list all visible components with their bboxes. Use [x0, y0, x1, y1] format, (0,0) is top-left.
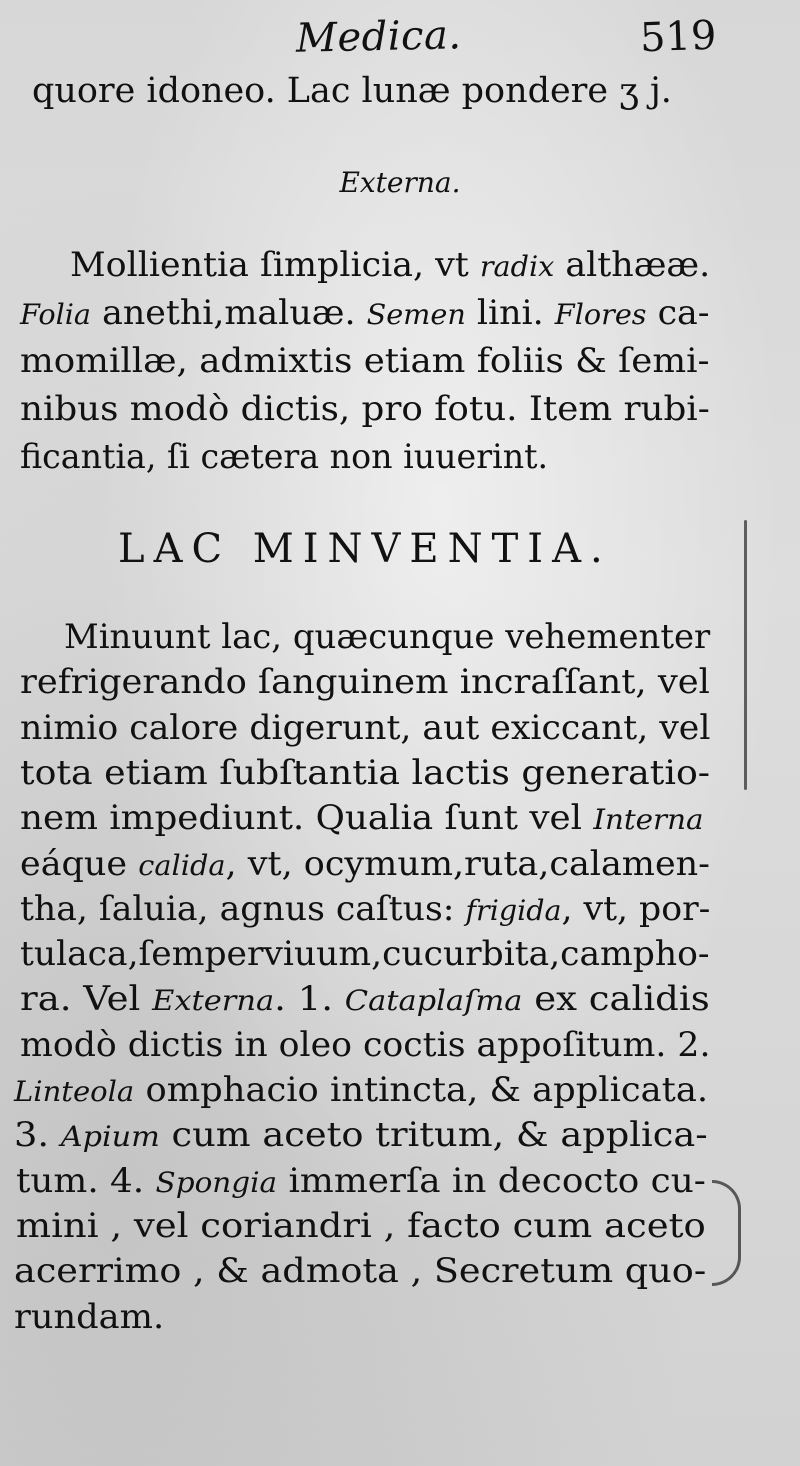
text-run: tha, ſaluia, agnus caſtus: — [20, 888, 466, 929]
italic-word: calida — [138, 848, 226, 882]
margin-stroke — [744, 520, 747, 790]
text-line — [20, 662, 710, 703]
text-run: refrigerando ſanguinem incraſſant, vel — [20, 662, 710, 703]
margin-bracket — [712, 1180, 741, 1286]
text-run: , vt, por- — [561, 888, 711, 929]
text-line — [20, 888, 711, 929]
text-run: immerſa in decocto cu- — [277, 1160, 706, 1201]
text-run: nem impediunt. Qualia ſunt vel — [20, 798, 594, 839]
section-title: LAC MINVENTIA. — [118, 526, 612, 572]
text-run: ficantia, ſi cætera non iuuerint. — [20, 437, 549, 477]
text-line — [14, 1115, 708, 1156]
italic-word: Interna — [593, 803, 704, 837]
text-line — [20, 341, 710, 381]
text-run: Mollientia ſimplicia, vt — [70, 245, 480, 285]
italic-word: Spongia — [155, 1165, 278, 1199]
running-head — [0, 14, 800, 64]
text-run: nimio calore digerunt, aut exiccant, vel — [20, 707, 711, 748]
text-line — [20, 798, 704, 839]
italic-word: Linteola — [14, 1075, 135, 1108]
text-run: althææ. — [554, 245, 711, 285]
text-run: tota etiam ſubſtantia lactis generatio- — [20, 752, 711, 793]
text-line — [16, 1205, 706, 1246]
text-run: mini , vel coriandri , facto cum aceto — [16, 1205, 706, 1246]
text-line — [14, 1070, 709, 1110]
subheading-externa: Externa. — [339, 166, 461, 199]
text-line — [70, 245, 711, 285]
text-run: momillæ, admixtis etiam foliis & ſemi- — [20, 341, 710, 381]
text-run: modò dictis in oleo coctis appoſitum. 2. — [20, 1024, 711, 1065]
text-run: ca- — [646, 293, 710, 333]
text-run: tum. 4. — [16, 1160, 156, 1201]
text-run: nibus modò dictis, pro fotu. Item rubi- — [20, 389, 710, 429]
text-run: rundam. — [14, 1296, 165, 1337]
text-line — [20, 707, 711, 748]
text-run: 3. — [14, 1115, 61, 1156]
text-run: eáque — [20, 843, 139, 884]
text-line — [20, 843, 710, 884]
running-title: Medica. — [295, 12, 462, 62]
italic-word: frigida — [465, 893, 562, 927]
text-run: tulaca,ſemperviuum,cucurbita,campho- — [20, 934, 710, 975]
italic-word: Externa — [152, 984, 275, 1018]
text-run: . 1. — [274, 979, 345, 1020]
text-line — [14, 1296, 165, 1337]
italic-word: Apium — [60, 1120, 160, 1154]
text-run: anethi,maluæ. — [91, 293, 367, 333]
text-line — [16, 1160, 706, 1201]
text-line — [20, 389, 710, 429]
italic-word: Folia — [20, 298, 92, 331]
italic-word: Flores — [554, 298, 647, 331]
text-line — [20, 934, 710, 975]
italic-word: Semen — [366, 298, 466, 331]
italic-word: radix — [479, 250, 555, 283]
text-run: ex calidis — [522, 979, 710, 1020]
text-run: omphacio intincta, & applicata. — [134, 1070, 709, 1110]
text-line — [64, 617, 711, 657]
text-line-continued: quore idoneo. Lac lunæ pondere ʒ j. — [32, 71, 672, 111]
text-line — [20, 752, 711, 793]
text-line — [14, 1251, 707, 1292]
text-run: lini. — [465, 293, 555, 333]
text-run: ra. Vel — [20, 979, 153, 1020]
text-line — [20, 979, 710, 1020]
text-line — [20, 1024, 711, 1065]
text-run: acerrimo , & admota , Secretum quo- — [14, 1251, 707, 1292]
page-number: 519 — [639, 12, 718, 62]
text-line — [20, 437, 549, 477]
text-line — [20, 293, 710, 333]
italic-word: Cataplaſma — [344, 984, 523, 1018]
text-run: , vt, ocymum,ruta,calamen- — [225, 843, 710, 884]
text-run: cum aceto tritum, & applica- — [159, 1115, 708, 1156]
text-run: Minuunt lac, quæcunque vehementer — [64, 617, 711, 657]
